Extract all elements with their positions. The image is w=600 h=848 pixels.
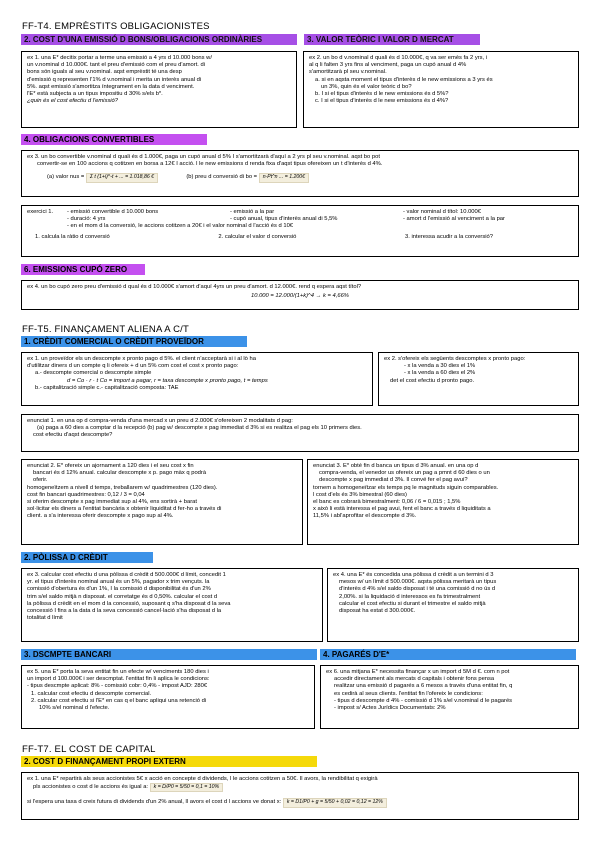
text-line: ex 5. una E* porta la seva entitat fin un efecte w/ venciments 180 dies i bbox=[27, 669, 209, 675]
t5-section-3-heading: 3. DSCMPTE BANCARI bbox=[21, 649, 317, 660]
text-line: ex 2. un bo d v.nominal d quali és d 10.000€, q va ser emès fa 2 yrs, i bbox=[309, 55, 488, 61]
t4-ex4-box bbox=[21, 280, 579, 310]
ex1-equation-2: k = D1/P0 + g = 5/50 + 0,02 = 0,12 = 12% bbox=[283, 798, 387, 807]
t5-ex3-box bbox=[21, 568, 323, 642]
text-line: - impost s/ Actes Jurídics Documentats: 2% bbox=[334, 705, 446, 712]
t5-section-1-heading: 1. CRÈDIT COMERCIAL O CRÈDIT PROVEÏDOR bbox=[21, 336, 247, 347]
text-line: - en el mom d la conversió, le accions cotitzen a 20€ i el valor nominal d l'acció és d 10€ bbox=[67, 223, 294, 230]
text-cell: - amort d l'emissió al venciment a la par bbox=[403, 216, 505, 223]
text-line: cost efectiu d'aqst descompte? bbox=[33, 432, 113, 439]
text-line: un 3%, quin és el valor teòric d bo? bbox=[321, 83, 412, 90]
text-line: s'amortitzarà pl seu v.nominal. bbox=[309, 69, 387, 76]
t7-ex1-box bbox=[21, 772, 579, 820]
ex3-b-equation: n·Pt^n ... = 1.200€ bbox=[259, 173, 309, 182]
ex1-equation-1: k = D/P0 = 5/50 = 0,1 = 10% bbox=[150, 783, 223, 792]
formula-line: d = Co · r · t Co = import a pagar, r = taxa descompte x pronto pago, t = temps bbox=[67, 377, 268, 384]
t4-section-4-heading: 4. OBLIGACIONS CONVERTIBLES bbox=[21, 134, 207, 145]
text-line: tornem a homogeneïtzar els temps pq le magnituds siguin comparables. bbox=[313, 484, 499, 491]
ex3-a-equation: Σ t (1+i)^-t + ... = 1.018,86 € bbox=[86, 173, 158, 182]
text-cell: - valor nominal d títol: 10.000€ bbox=[403, 209, 481, 215]
text-line: d'interès d 4% s/el saldo disposat i té una comissió d no ús d bbox=[339, 586, 496, 593]
t4-section-3-heading: 3. VALOR TEÒRIC I VALOR D MERCAT bbox=[304, 34, 480, 45]
text-line: oferir. bbox=[33, 477, 48, 484]
t5-enunciat3-box bbox=[307, 459, 579, 545]
text-line: calcular el cost efectiu si durant el trimestre el saldo mitjà bbox=[339, 600, 486, 607]
t7-title: FF-T7. EL COST DE CAPITAL bbox=[22, 744, 156, 755]
text-line: enunciat 1. en una op d compra-venda d'una mercad x un preu d 2.000€ s'ofereixen 2 modalitats d pag: bbox=[27, 418, 293, 424]
text-line: pls accionistes o cost d le accions és igual a: bbox=[33, 784, 149, 791]
ex4-equation: 10.000 = 12.000/(1+k)^4 → k = 4,66% bbox=[251, 293, 349, 300]
text-line: trim s/el saldo mitjà n disposat. el corretatge és d 0,50%. calcular el cost d bbox=[27, 593, 218, 600]
question: 3. interessa acudir a la conversió? bbox=[405, 233, 493, 240]
t5-ex5-box bbox=[21, 665, 315, 729]
text-line: (a) paga a 60 dies a comptar d la recepció (b) pag w/ descompte x pag immediat d 3% si es realitza el pag els 10 primers dies. bbox=[37, 425, 362, 432]
text-line: ex 4. un bo cupó zero preu d'emissió d qual és d 10.000€ s'amort d'aquí 4yrs un preu d'amort. d 12.000€. rend q espera aqst títol? bbox=[27, 284, 362, 290]
t4-exercici1-box bbox=[21, 205, 579, 257]
text-line: ex 3. calcular cost efectiu d una pòlissa d crèdit d 500.000€ d límit, concedit 1 bbox=[27, 572, 226, 578]
text-line: ex 4. una E* és concedida una pòlissa d crèdit a un termini d 3 bbox=[333, 572, 494, 578]
exercici1-label: exercici 1. bbox=[27, 209, 54, 215]
t4-section-2-heading: 2. COST D'UNA EMISSIÓ D BONS/OBLIGACIONS ORDINÀRIES bbox=[21, 34, 297, 45]
text-line: d'utilitzar diners d un compte q li ofereix + d un 5% com cost el cost x pronto pago: bbox=[27, 363, 239, 370]
t5-section-4-heading: 4. PAGARÉS D'E* bbox=[320, 649, 576, 660]
t5-ex2-box bbox=[378, 352, 579, 406]
text-line: accedir directament als mercats d capitals i obtenir fons pensa bbox=[334, 676, 495, 683]
text-line: c. I si el tipus d'interès d le new emissions és d 4%? bbox=[315, 98, 449, 105]
text-line: 5%. aqst emissió s'amortitza íntegrament en la data d venciment. bbox=[27, 83, 195, 90]
t5-enunciat2-box bbox=[21, 459, 303, 545]
question: 1. calcula la ràtio d conversió bbox=[35, 233, 110, 240]
text-line: a. si en aqsta moment el tipus d'interès d le new emissions a 3 yrs és bbox=[315, 76, 493, 83]
t5-section-2-heading: 2. PÒLISSA D CRÈDIT bbox=[21, 552, 153, 563]
text-line: b.- capitalització simple c.- capitalització composta: TAE bbox=[35, 384, 179, 391]
text-line: el banc es cobrarà bimestralment: 0,06 / 6 = 0,015 ; 1,5% bbox=[313, 499, 461, 506]
t5-enunciat1-box bbox=[21, 414, 579, 452]
text-line: ex 6. una mitjana E* necessita finançar x un import d 5M d €. com n pot bbox=[326, 669, 510, 675]
t4-title: FF-T4. EMPRÈSTITS OBLIGACIONISTES bbox=[22, 21, 210, 32]
t4-ex1-box bbox=[21, 51, 297, 128]
text-line: ex 1. una E* decitix portar a terme una emissió a 4 yrs d 10.000 bons w/ bbox=[27, 55, 212, 61]
t7-section-2-heading: 2. COST D FINANÇAMENT PROPI EXTERN bbox=[21, 756, 317, 767]
text-line: disposat ha estat d 300.000€. bbox=[339, 608, 416, 615]
text-line: b. I si el tipus d'interès d le new emissions és d 5%? bbox=[315, 91, 449, 98]
text-line: bons són iguals al seu v.nominal. aqst emprèstit té una desp bbox=[27, 69, 182, 76]
text-line: compra-venda, el venedor us ofereix un pag a pmnt d 60 dies o un bbox=[319, 470, 490, 477]
text-line: un v.nominal d 10.000€. tant el preu d'emissió com el preu d'amort. di bbox=[27, 62, 206, 69]
text-line: enunciat 3. E* obté fin d banca un tipus d 3% anual. en una op d bbox=[313, 463, 479, 469]
t4-ex2-box bbox=[303, 51, 579, 128]
text-line: ex 2. s'ofereix els següents descomptes x pronto pago: bbox=[384, 356, 526, 362]
text-line: - x la venda a 30 dies el 1% bbox=[404, 363, 476, 370]
text-line: - tipus d descompte d 4% - comissió d 1% s/el v.nominal d le pagarés bbox=[334, 697, 513, 704]
text-cell: - duració: 4 yrs bbox=[67, 216, 106, 223]
text-line: 2,00%. si la liquidació d interessos es fa trimestralment bbox=[339, 593, 481, 600]
text-cell: - cupó anual, tipus d'interès anual di 5,5% bbox=[230, 216, 338, 223]
text-line: bancari és d 12% anual. calcular descompte x p. pago màx q podrà bbox=[33, 470, 207, 477]
t4-section-6-heading: 6. EMISSIONS CUPÓ ZERO bbox=[21, 264, 145, 275]
text-cell: - emissió convertible d 10.000 bons bbox=[67, 209, 159, 215]
text-line: client. a s'a interessa oferir descompte x pago sup al 4%. bbox=[27, 513, 174, 520]
question: 2. calcular el valor d conversió bbox=[218, 233, 297, 240]
text-line: 1. calcular cost efectiu d descompte comercial. bbox=[31, 690, 152, 697]
text-line: un import d 100.000€ i ser descmptat. l'entitat fin li aplica le condicions: bbox=[27, 676, 210, 683]
text-line: ex 3. un bo convertible v.nominal d quali és d 1.000€, paga un cupó anual d 5% I s'amortitzarà d'aquí a 2 yrs pl seu v.nominal. aqst bo pot bbox=[27, 154, 380, 160]
text-line: 2. calcular cost efectiu si l'E* en cas q el banc apliqui una retenció di bbox=[31, 697, 207, 704]
text-line: l'E* està subjecta a un tipus impositiu d 30% s/els b*. bbox=[27, 91, 163, 98]
text-line: - tipus descmpte aplicat: 8% - comissió cobr: 0,4% - impost AJD: 280€ bbox=[27, 683, 208, 690]
question: ¿quin és el cost efectiu d l'emissió? bbox=[27, 98, 119, 105]
text-line: realitzar una emissió d pagarés a 6 mesos a través d'una entitat fin, q bbox=[334, 683, 513, 690]
text-line: es cedirà al seus clients. l'entitat fin l'ofereix le condicions: bbox=[334, 690, 483, 697]
ex3-b-label: (b) preu d conversió di bo = bbox=[186, 174, 258, 181]
text-line: mesos w/ un límit d 500.000€. aqsta pòlissa meritarà un tipus bbox=[339, 579, 497, 586]
text-line: a.- descompte comercial o descompte simple bbox=[35, 370, 152, 377]
text-line: comissió d'obertura és d'un 1%, I la comissió d disponibilitat és d'un 2% bbox=[27, 586, 211, 593]
text-line: ex 1. una E* repartirà als seus accionistes 5€ x acció en concepte d dividends, l le accions cotitzen a 50€. Il avors, la rendibilitat q exigirà bbox=[27, 776, 378, 782]
text-cell: - emissió a la par bbox=[230, 209, 275, 215]
text-line: concessió I fins a la data d la seva concessió cancel·lació s'ha disposat d la bbox=[27, 608, 222, 615]
text-line: si l'espera una taxa d creix futura di dividends d'un 2% anual, ll avors el cost d l accions ve donat x: bbox=[27, 799, 282, 806]
text-line: 10% s/el nominal d l'efecte. bbox=[39, 705, 110, 712]
text-line: sol·licitar els diners a l'entitat bancària x obtenir liquiditat d fer-ho a través di bbox=[27, 506, 222, 513]
text-line: totalitat d límit bbox=[27, 615, 63, 622]
text-line: x això li està interessa el pag avui, fent el banc a través d liquiditats a bbox=[313, 506, 491, 513]
text-line: al q li falten 3 yrs fins al venciment, paga un cupó anual d 4% bbox=[309, 62, 467, 69]
text-line: descompte x pag immediat d 3%. Il convé fer el pag avui? bbox=[319, 477, 468, 484]
text-line: enunciat 2. E* ofereix un ajornament a 120 dies i el seu cost x fin bbox=[27, 463, 194, 469]
t5-ex6-box bbox=[320, 665, 579, 729]
text-line: det el cost efectiu d pronto pago. bbox=[390, 377, 475, 384]
text-line: d'emissió q representen l'1% d v.nominal i merita un interès anual di bbox=[27, 76, 202, 83]
text-line: 11,5% i abl'aprofitar el descompte d 3%. bbox=[313, 513, 417, 520]
t5-title: FF-T5. FINANÇAMENT ALIENA A C/T bbox=[22, 324, 190, 335]
text-line: si oferim descompte x pag immediat sup al 4%, ens sortirà + barat bbox=[27, 499, 197, 506]
t4-ex3-box bbox=[21, 150, 579, 197]
text-line: - x la venda a 60 dies el 2% bbox=[404, 370, 476, 377]
text-line: convertir-se en 100 accions q cotitzen en borsa a 12€ I acció. l le new emissions d renda fixa d'aqst tipus ofereixen un t d'interès d 4%. bbox=[37, 161, 383, 168]
text-line: la pòlissa d crèdit en el mom d la concessió, suposant q s'ha disposat d la seva bbox=[27, 600, 231, 607]
t5-ex4-box bbox=[327, 568, 579, 642]
ex3-a-label: (a) valor nus = bbox=[47, 174, 85, 181]
text-line: cost fin bancari quadrimestres: 0,12 / 3 = 0,04 bbox=[27, 491, 145, 498]
text-line: l cost d'els és 3% bimestral (60 dies) bbox=[313, 491, 407, 498]
text-line: homogeneïtzem a nivell d temps, treballarem w/ quadrimestres (120 dies). bbox=[27, 484, 218, 491]
t5-ex1-box bbox=[21, 352, 373, 406]
text-line: ex 1. un proveïdor els un descompte x pronto pago d 5%. el client n'acceptarà si i al lò ha bbox=[27, 356, 256, 362]
text-line: yr. el tipus d'interès nominal anual és un 5%, pagador x trim vençuts. la bbox=[27, 579, 210, 586]
